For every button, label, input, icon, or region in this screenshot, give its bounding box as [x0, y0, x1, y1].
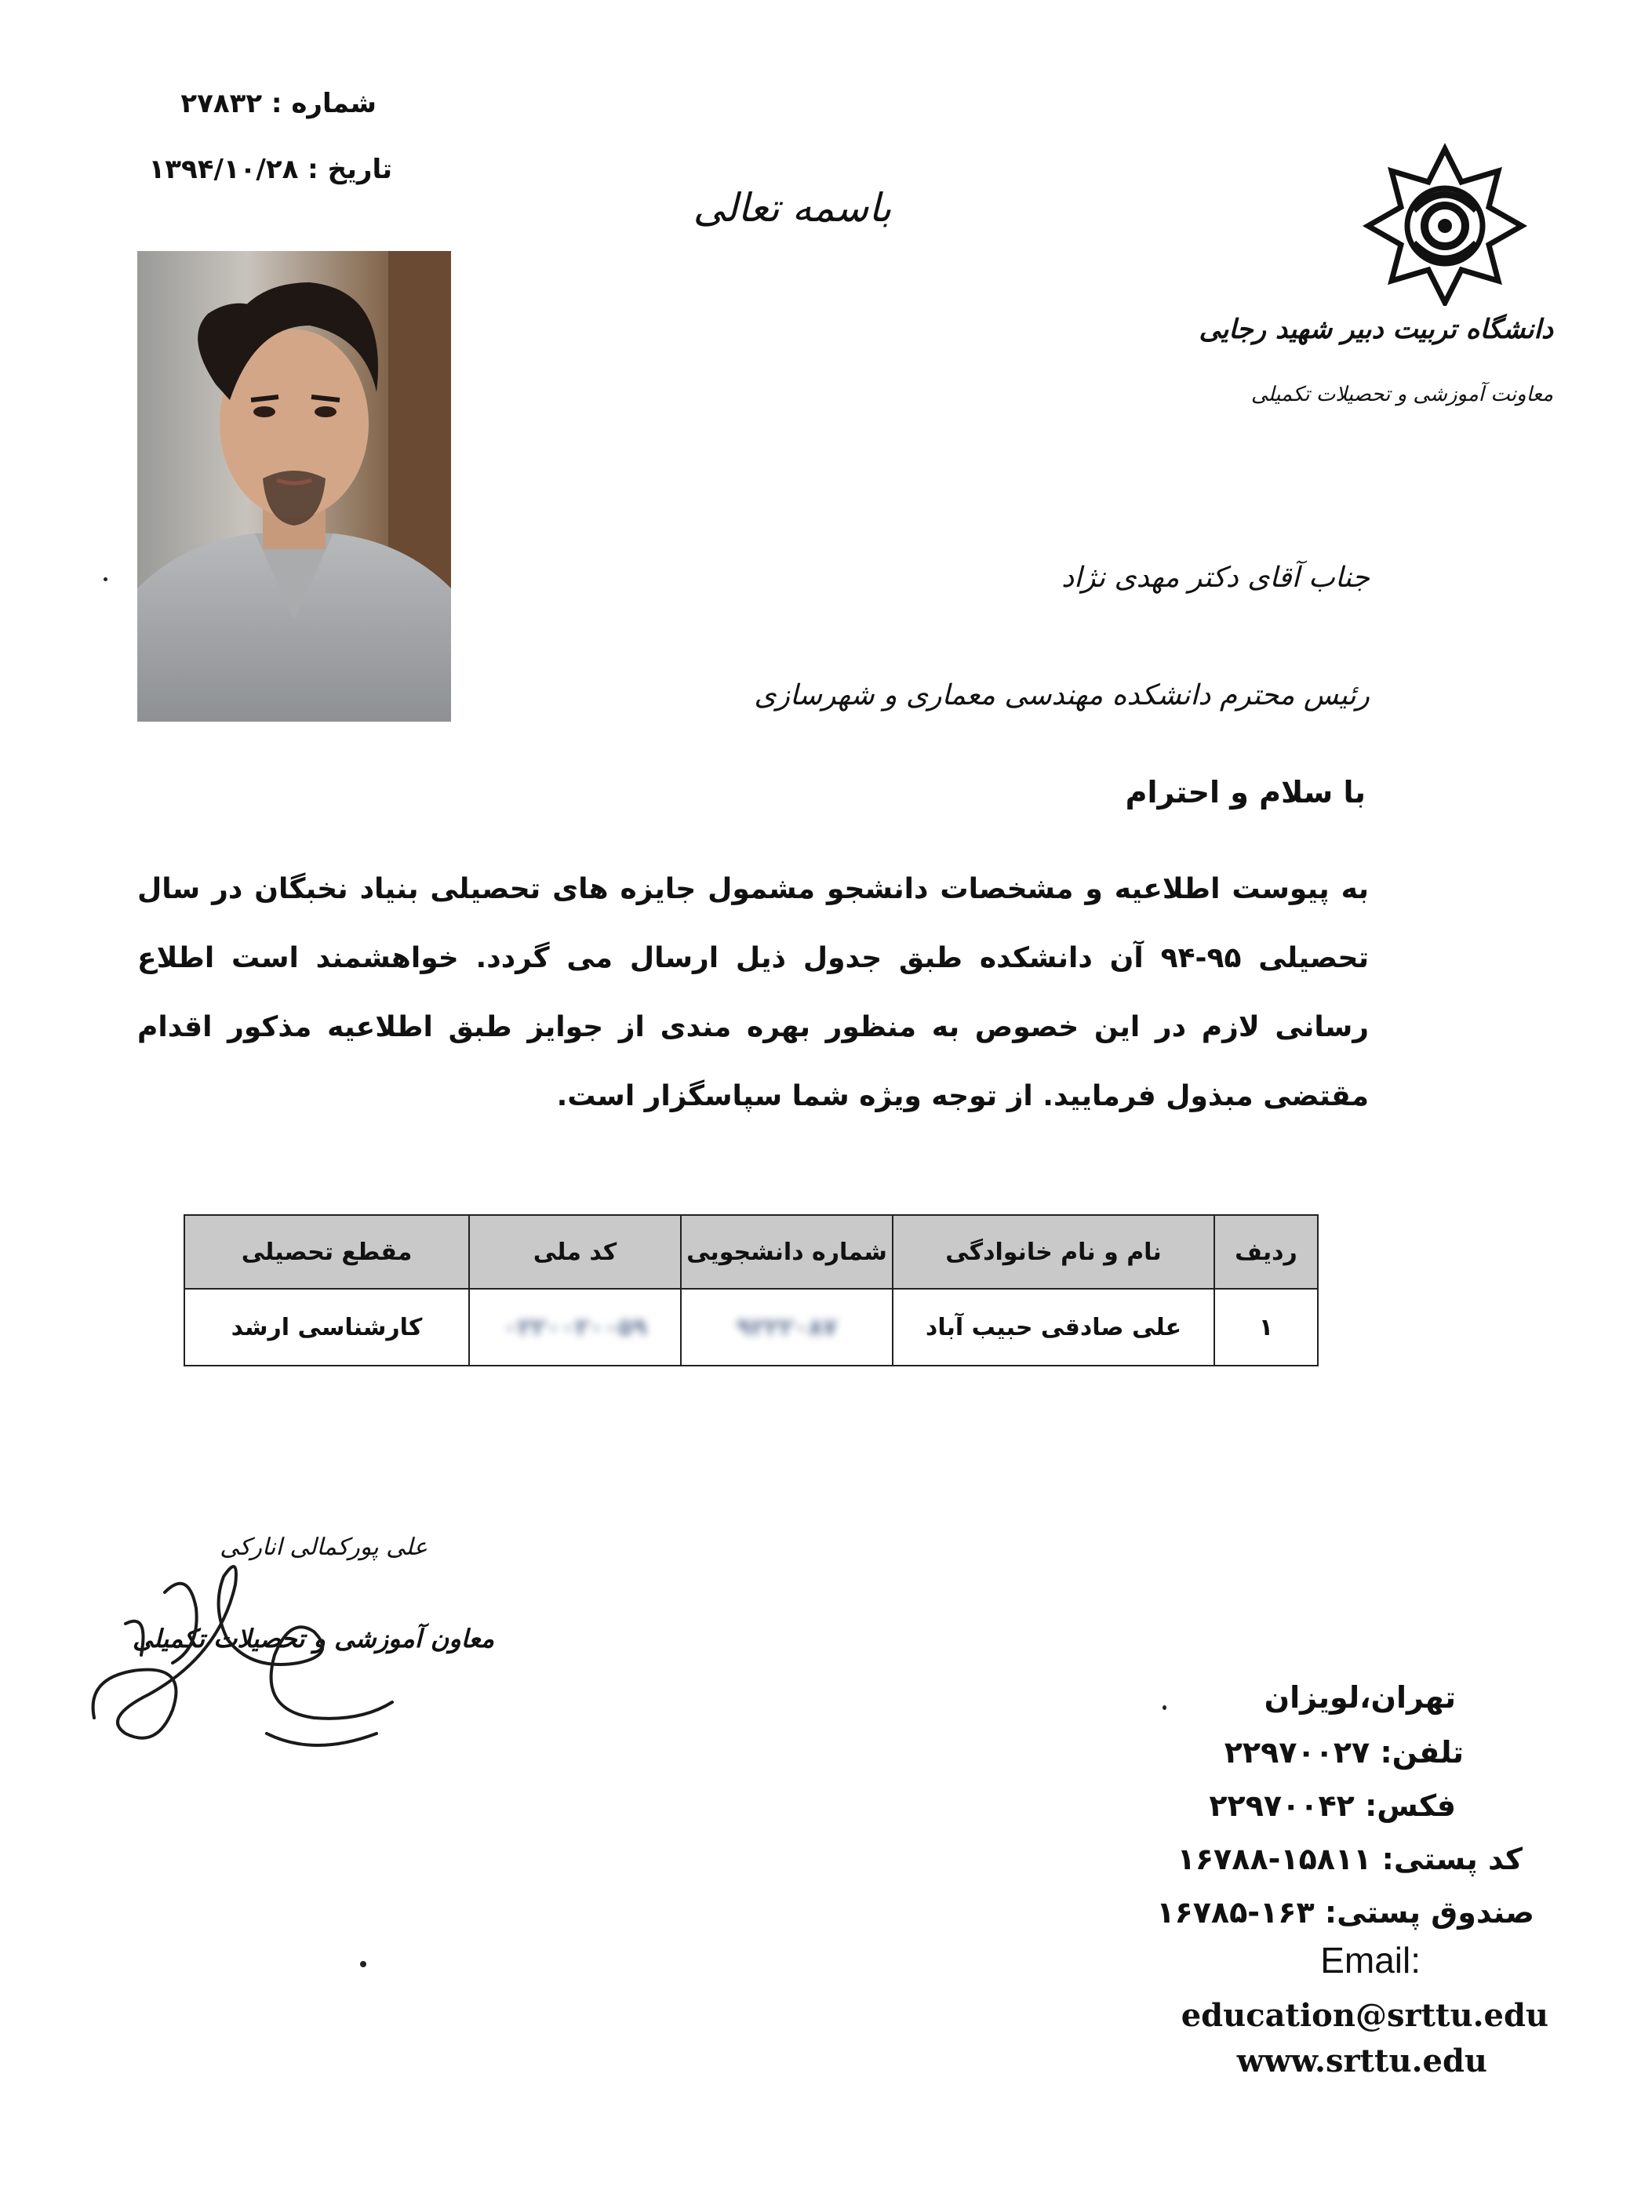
- scan-speck: [1163, 1705, 1166, 1710]
- col-index-header: ردیف: [1214, 1215, 1318, 1289]
- national-id-blurred: ۰۲۲۰۰۲۰۰۵۹: [503, 1313, 647, 1341]
- scan-speck: [360, 1961, 366, 1967]
- cell-national-id: [469, 1289, 681, 1366]
- contact-website: www.srttu.edu: [1236, 2043, 1487, 2079]
- contact-email: education@srttu.edu: [1181, 1997, 1548, 2034]
- col-student-id-header: شماره دانشجویی: [681, 1215, 893, 1289]
- handwritten-signature: [78, 1537, 408, 1773]
- addressee-name: جناب آقای دکتر مهدی نژاد: [1061, 562, 1370, 594]
- addressee-title: رئیس محترم دانشکده مهندسی معماری و شهرسازی: [754, 679, 1370, 711]
- letter-body: به پیوست اطلاعیه و مشخصات دانشجو مشمول جایزه های تحصیلی بنیاد نخبگان در سال تحصیلی ۹۵-۹۴ آن دانشکده طبق جدول ذیل ارسال می گردد. خواهشمند است اطلاع رسانی لازم در این خصوص به منظور بهره مندی از جوایز طبق اطلاعیه مذکور اقدام مقتضی مبذول فرمایید. از توجه ویژه شما سپاسگزار است.: [137, 873, 1369, 1112]
- contact-postal-code: کد پستی: ۱۵۸۱۱-۱۶۷۸۸: [1177, 1842, 1523, 1876]
- cell-index: ۱: [1214, 1289, 1318, 1366]
- greeting: با سلام و احترام: [1125, 775, 1366, 809]
- students-table: [184, 1214, 1319, 1366]
- student-id-blurred: ۹۲۲۲۰۸۷: [736, 1313, 838, 1341]
- university-logo-icon: [1351, 141, 1539, 306]
- cell-name: علی صادقی حبیب آباد: [893, 1289, 1214, 1366]
- university-department: معاونت آموزشی و تحصیلات تکمیلی: [1250, 383, 1553, 406]
- signatory-title: معاون آموزشی و تحصیلات تکمیلی: [133, 1624, 494, 1654]
- letter-date: تاریخ : ۱۳۹۴/۱۰/۲۸: [148, 154, 392, 185]
- table-row: [184, 1289, 1318, 1366]
- letter-number: شماره : ۲۷۸۳۲: [180, 88, 377, 119]
- contact-po-box: صندوق پستی: ۱۶۳-۱۶۷۸۵: [1156, 1895, 1534, 1930]
- cell-student-id: [681, 1289, 893, 1366]
- cell-degree: کارشناسی ارشد: [184, 1289, 469, 1366]
- contact-fax: فکس: ۲۲۹۷۰۰۴۲: [1209, 1788, 1456, 1823]
- signatory-name: علی پورکمالی انارکی: [220, 1533, 428, 1561]
- university-name: دانشگاه تربیت دبیر شهید رجایی: [1199, 314, 1553, 345]
- contact-address: تهران،لویزان: [1264, 1680, 1456, 1715]
- scan-speck: [104, 577, 107, 581]
- col-name-header: نام و نام خانوادگی: [893, 1215, 1214, 1289]
- contact-phone: تلفن: ۲۲۹۷۰۰۲۷: [1224, 1735, 1464, 1770]
- student-photo: [137, 251, 451, 722]
- email-label: Email:: [1320, 1940, 1421, 1981]
- table-header-row: [184, 1215, 1318, 1289]
- basmala-heading: باسمه تعالی: [693, 185, 892, 231]
- col-national-id-header: کد ملی: [469, 1215, 681, 1289]
- col-degree-header: مقطع تحصیلی: [184, 1215, 469, 1289]
